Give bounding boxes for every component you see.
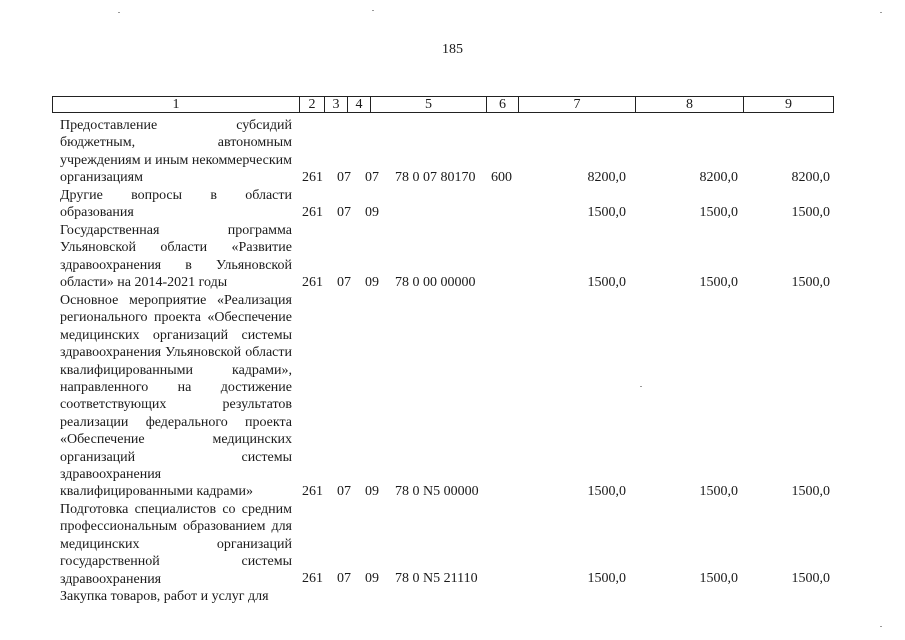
row-2-col3: 07 [337,205,351,220]
row-4-col7: 1500,0 [587,484,626,499]
header-cell-3: 3 [324,97,347,112]
header-cell-8: 8 [635,97,743,112]
row-3-col4: 09 [365,275,379,290]
row-3-description: Государственная программа Ульяновской области «Развитие здравоохранения в Ульяновской области» на 2014-2021 годы [60,223,292,291]
header-cell-1: 1 [172,97,180,112]
row-3-col5: 78 0 00 00000 [395,275,476,290]
scan-speck [880,626,882,627]
header-cell-5: 5 [370,97,486,112]
scan-speck [118,12,120,13]
row-1-description: Предоставление субсидий бюджетным, автономным учреждениям и иным некоммерческим организациям [60,118,292,186]
table-header-row [52,96,834,113]
scan-speck [640,386,642,387]
row-5-col7: 1500,0 [587,571,626,586]
header-cell-7: 7 [518,97,635,112]
row-4-col3: 07 [337,484,351,499]
row-2-col4: 09 [365,205,379,220]
row-5-col4: 09 [365,571,379,586]
row-1-col7: 8200,0 [587,170,626,185]
row-1-col5: 78 0 07 80170 [395,170,476,185]
row-4-col5: 78 0 N5 00000 [395,484,479,499]
row-5-description: Подготовка специалистов со средним профессиональным образованием для медицинских организаций государственной системы здравоохранения [60,502,292,587]
row-6-description: Закупка товаров, работ и услуг для [60,589,269,604]
page-number: 185 [442,42,463,57]
header-cell-4: 4 [347,97,370,112]
row-5-col8: 1500,0 [699,571,738,586]
row-1-col4: 07 [365,170,379,185]
row-4-col4: 09 [365,484,379,499]
row-1-col3: 07 [337,170,351,185]
row-2-col7: 1500,0 [587,205,626,220]
row-2-col8: 1500,0 [699,205,738,220]
row-5-col9: 1500,0 [791,571,830,586]
row-4-col9: 1500,0 [791,484,830,499]
row-3-col8: 1500,0 [699,275,738,290]
scan-speck [372,10,374,11]
row-3-col2: 261 [302,275,323,290]
row-2-col9: 1500,0 [791,205,830,220]
row-4-col2: 261 [302,484,323,499]
header-cell-6: 6 [486,97,518,112]
row-1-col8: 8200,0 [699,170,738,185]
row-1-col9: 8200,0 [791,170,830,185]
row-3-col9: 1500,0 [791,275,830,290]
header-cell-9: 9 [743,97,833,112]
row-1-col6: 600 [491,170,512,185]
row-4-col8: 1500,0 [699,484,738,499]
row-3-col7: 1500,0 [587,275,626,290]
row-2-description: Другие вопросы в области образования [60,188,292,221]
row-1-col2: 261 [302,170,323,185]
row-4-description: Основное мероприятие «Реализация регионального проекта «Обеспечение медицинских организаций системы здравоохранения Ульяновской области квалифицированными кадрами», направленного на достижение соответствующих результатов реализации федерального проекта «Обеспечение медицинских организаций системы здравоохранения квалифицированными кадрами» [60,293,292,500]
row-5-col2: 261 [302,571,323,586]
row-5-col5: 78 0 N5 21110 [395,571,478,586]
row-3-col3: 07 [337,275,351,290]
row-2-col2: 261 [302,205,323,220]
header-cell-2: 2 [299,97,324,112]
row-5-col3: 07 [337,571,351,586]
scan-speck [880,12,882,13]
